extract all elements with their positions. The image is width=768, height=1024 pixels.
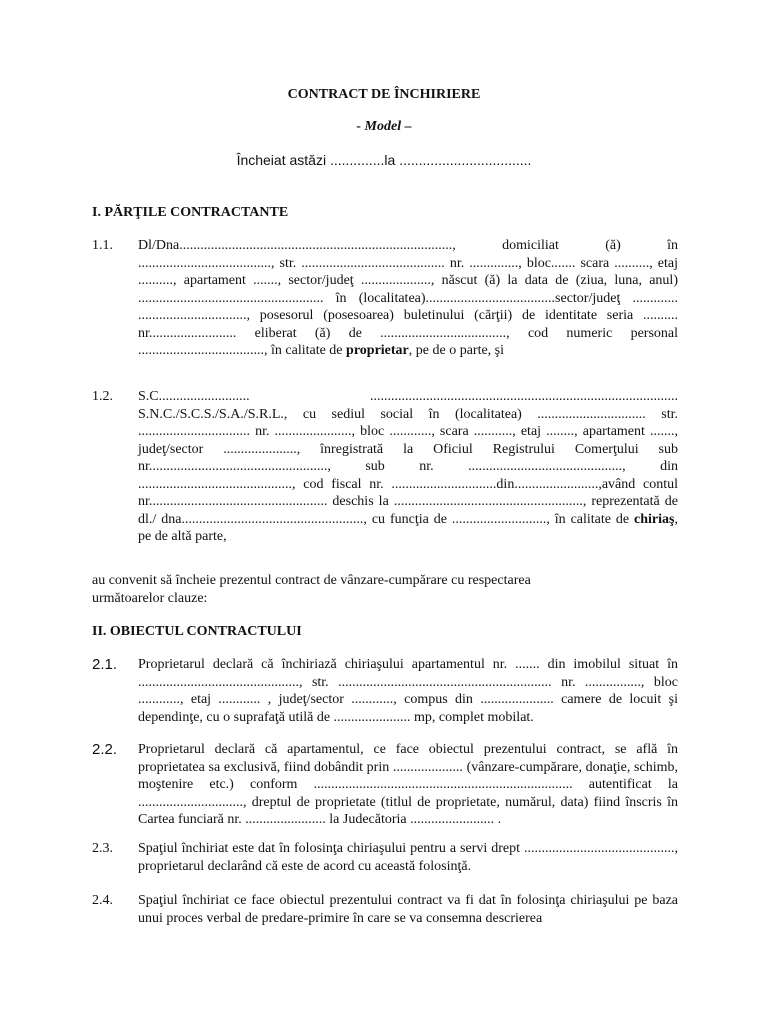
concluded-date-line: Încheiat astăzi ..............la .................................. xyxy=(236,152,532,168)
clause-1-2 xyxy=(92,388,678,546)
agreement-paragraph: au convenit să încheie prezentul contract de vânzare-cumpărare cu respectarea următoarelor clauze: xyxy=(92,573,531,606)
owner-role: proprietar xyxy=(346,343,409,358)
clause-text xyxy=(138,237,678,360)
clause-number: 2.1. xyxy=(92,656,118,673)
clause-2-4 xyxy=(92,892,678,927)
clause-text-part: S.C.......................... ........................................................................................ S.N.C./S.C.S./S.A./S.R.L., cu sediul social în (localitatea) ............................... str. ................................ nr. ......................, bloc ............, scara ..........., etaj ........, apartament ......., judeţ/sector ....................., înregistrată la Oficiul Registrului Comerţului sub nr..................................................., sub nr. ............................................, din ............................................, cod fiscal nr. ..............................din........................,având contul nr................................................... deschis la ......................................................, reprezentată de dl./ dna...................................................., cu funcţia de ..........................., în calitate de xyxy=(138,389,678,527)
section-heading-parties: I. PĂRŢILE CONTRACTANTE xyxy=(92,205,289,220)
clause-number: 2.4. xyxy=(92,893,113,908)
clause-text: Spaţiul închiriat ce face obiectul prezentului contract va fi dat în folosinţa chiriaşului pe baza unui proces verbal de predare-primire în care se va consemna descrierea xyxy=(138,893,678,926)
clause-text xyxy=(138,388,678,546)
clause-number: 1.1. xyxy=(92,238,113,253)
tenant-role: chiriaş xyxy=(634,511,675,527)
clause-2-3 xyxy=(92,840,678,875)
clause-text-part: , pe de altă parte, xyxy=(138,511,678,544)
document-title: CONTRACT DE ÎNCHIRIERE xyxy=(287,87,481,102)
clause-number: 2.3. xyxy=(92,841,113,856)
clause-number: 1.2. xyxy=(92,389,113,404)
clause-1-1 xyxy=(92,237,678,360)
clause-2-1 xyxy=(92,656,678,726)
clause-2-2 xyxy=(92,741,678,829)
clause-text: Proprietarul declară că apartamentul, ce face obiectul prezentului contract, se află în proprietatea sa exclusivă, fiind dobândit prin .................... (vânzare-cumpărare, donaţie, schimb, moştenire etc.) conform .......................................................................... autentificat la .............................., dreptul de proprietate (titlul de proprietate, numărul, data) fiind înscris în Cartea funciară nr. ....................... la Judecătoria ........................ . xyxy=(138,742,678,827)
clause-text-part: Dl/Dna.............................................................................., domiciliat (ă) în ......................................, str. ......................................... nr. .............., bloc....... scara .........., etaj .........., apartament ......., sector/judeţ ...................., născut (ă) la data de (ziua, luna, anul) ..................................................... în (localitatea).....................................sector/judeţ ............. ..............................., posesorul (posesoarea) buletinului (cărţii) de identitate seria .......... nr......................... eliberat (ă) de ...................................., cod numeric personal ...................................., în calitate de xyxy=(138,238,678,358)
section-heading-object: II. OBIECTUL CONTRACTULUI xyxy=(92,624,302,639)
clause-text: Spaţiul închiriat este dat în folosinţa chiriaşului pentru a servi drept ..........................................., proprietarul declarând că este de acord cu această folosinţă. xyxy=(138,841,678,874)
clause-text-part: , pe de o parte, şi xyxy=(408,343,505,358)
document-subtitle: - Model – xyxy=(356,119,412,134)
clause-text: Proprietarul declară că închiriază chiriaşului apartamentul nr. ....... din imobilul situat în .............................................., str. ............................................................. nr. ................, bloc ............, etaj ............ , judeţ/sector ............, compus din ..................... camere de locuit şi dependinţe, cu o suprafaţă utilă de ...................... mp, complet mobilat. xyxy=(138,657,678,725)
clause-number: 2.2. xyxy=(92,741,118,758)
